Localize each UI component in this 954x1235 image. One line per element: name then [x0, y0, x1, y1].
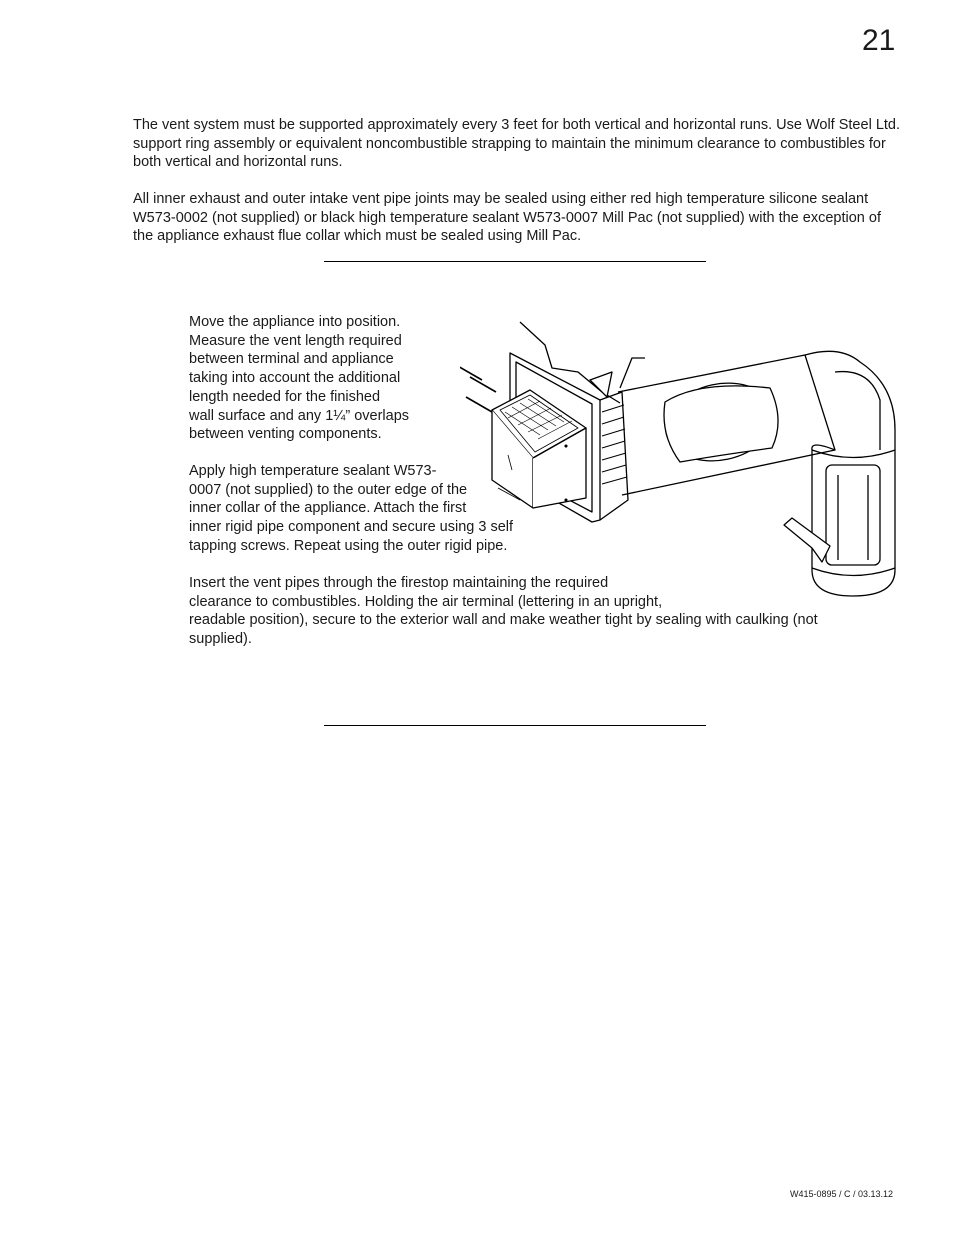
- step-line: length needed for the finished: [189, 388, 381, 405]
- step-move-appliance: [189, 313, 409, 444]
- step-line: Move the appliance into position.: [189, 314, 401, 330]
- step-line: inner rigid pipe component and secure using 3 self: [189, 519, 514, 536]
- motion-lines: [460, 365, 496, 412]
- step-line: supplied).: [189, 631, 252, 648]
- vent-installation-illustration: [460, 315, 900, 600]
- horizontal-vent-pipe: [618, 355, 835, 495]
- step-line: Apply high temperature sealant W573-: [189, 463, 437, 479]
- step-line: wall surface and any 1¼” overlaps: [189, 407, 410, 424]
- step-line: between terminal and appliance: [189, 351, 394, 368]
- step-line: between venting components.: [189, 426, 382, 443]
- sealant-paragraph: All inner exhaust and outer intake vent pipe joints may be sealed using either red high temperature silicone sealant W573-0002 (not supplied) or black high temperature sealant W573-0007 Mill Pac (not supplied) with the exception of the appliance exhaust flue collar which must be sealed using Mill Pac.: [133, 191, 881, 245]
- step-line: Insert the vent pipes through the firestop maintaining the required: [189, 575, 609, 591]
- page-number: 21: [862, 24, 896, 57]
- step-line: taking into account the additional: [189, 370, 401, 387]
- arrow-icon: [590, 358, 645, 397]
- step-line: readable position), secure to the exterior wall and make weather tight by sealing with caulking (not: [189, 612, 818, 629]
- step-line: Measure the vent length required: [189, 332, 402, 349]
- arrow-icon: [784, 518, 830, 562]
- step-line: tapping screws. Repeat using the outer rigid pipe.: [189, 537, 508, 554]
- section-divider-top: [324, 261, 706, 262]
- step-line: 0007 (not supplied) to the outer edge of the: [189, 481, 468, 498]
- pipe-elbow: [805, 351, 895, 596]
- step-line: inner collar of the appliance. Attach the first: [189, 500, 467, 517]
- document-code: W415-0895 / C / 03.13.12: [790, 1189, 894, 1199]
- section-divider-bottom: [324, 725, 706, 726]
- support-paragraph: The vent system must be supported approximately every 3 feet for both vertical and horizontal runs. Use Wolf Steel Ltd. support ring assembly or equivalent noncombustible strapping to maintain the minimum clearance to combustibles for both vertical and horizontal runs.: [133, 117, 900, 171]
- step-line: clearance to combustibles. Holding the air terminal (lettering in an upright,: [189, 593, 663, 610]
